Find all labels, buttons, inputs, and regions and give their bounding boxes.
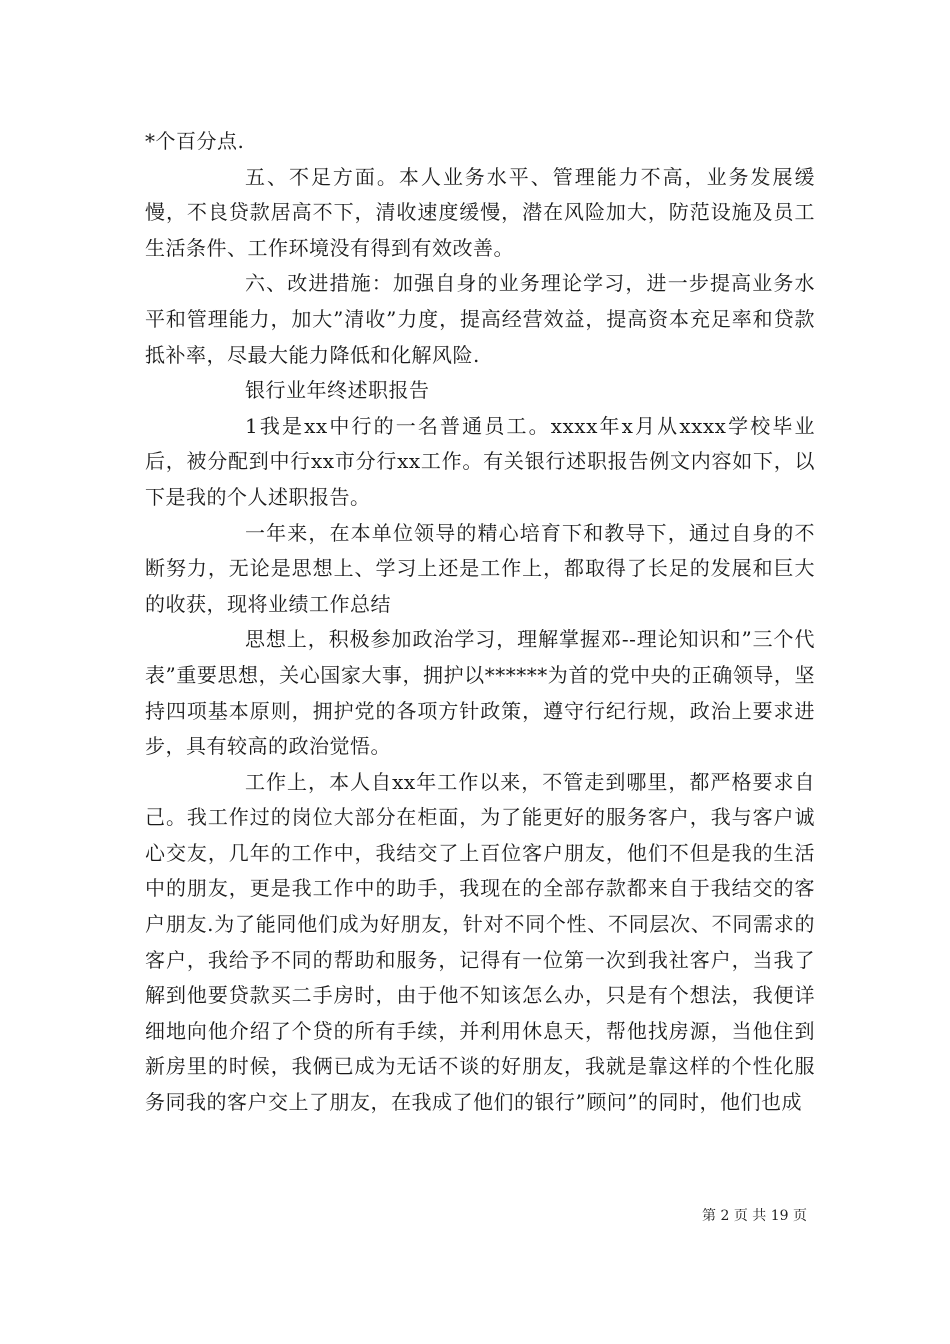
document-body [145,124,815,1121]
page-number: 第 2 页 共 19 页 [702,1208,807,1224]
paragraph-shortcomings: 五、不足方面。本人业务水平、管理能力不高，业务发展缓慢，不良贷款居高不下，清收速度缓慢，潜在风险加大，防范设施及员工生活条件、工作环境没有得到有效改善。 [145,164,815,260]
paragraph-work: 工作上，本人自xx年工作以来，不管走到哪里，都严格要求自己。我工作过的岗位大部分在柜面，为了能更好的服务客户，我与客户诚心交友，几年的工作中，我结交了上百位客户朋友，他们不但是我的生活中的朋友，更是我工作中的助手，我现在的全部存款都来自于我结交的客户朋友.为了能同他们成为好朋友，针对不同个性、不同层次、不同需求的客户，我给予不同的帮助和服务，记得有一位第一次到我社客户，当我了解到他要贷款买二手房时，由于他不知该怎么办，只是有个想法，我便详细地向他介绍了个贷的所有手续，并利用休息天，帮他找房源，当他住到新房里的时候，我俩已成为无话不谈的好朋友，我就是靠这样的个性化服务同我的客户交上了朋友，在我成了他们的银行”顾问”的同时，他们也成 [145,769,815,1115]
paragraph-continuation: *个百分点. [145,129,245,153]
paragraph-year-summary: 一年来，在本单位领导的精心培育下和教导下，通过自身的不断努力，无论是思想上、学习上还是工作上，都取得了长足的发展和巨大的收获，现将业绩工作总结 [145,520,815,616]
paragraph-intro: 1我是xx中行的一名普通员工。xxxx年x月从xxxx学校毕业后，被分配到中行xx市分行xx工作。有关银行述职报告例文内容如下，以下是我的个人述职报告。 [145,413,815,509]
paragraph-improvements: 六、改进措施：加强自身的业务理论学习，进一步提高业务水平和管理能力，加大”清收”力度，提高经营效益，提高资本充足率和贷款抵补率，尽最大能力降低和化解风险. [145,271,815,367]
section-title: 银行业年终述职报告 [245,378,430,403]
paragraph-ideology: 思想上，积极参加政治学习，理解掌握邓--理论知识和”三个代表”重要思想，关心国家大事，拥护以******为首的党中央的正确领导，坚持四项基本原则，拥护党的各项方针政策，遵守行纪行规，政治上要求进步，具有较高的政治觉悟。 [145,627,815,759]
